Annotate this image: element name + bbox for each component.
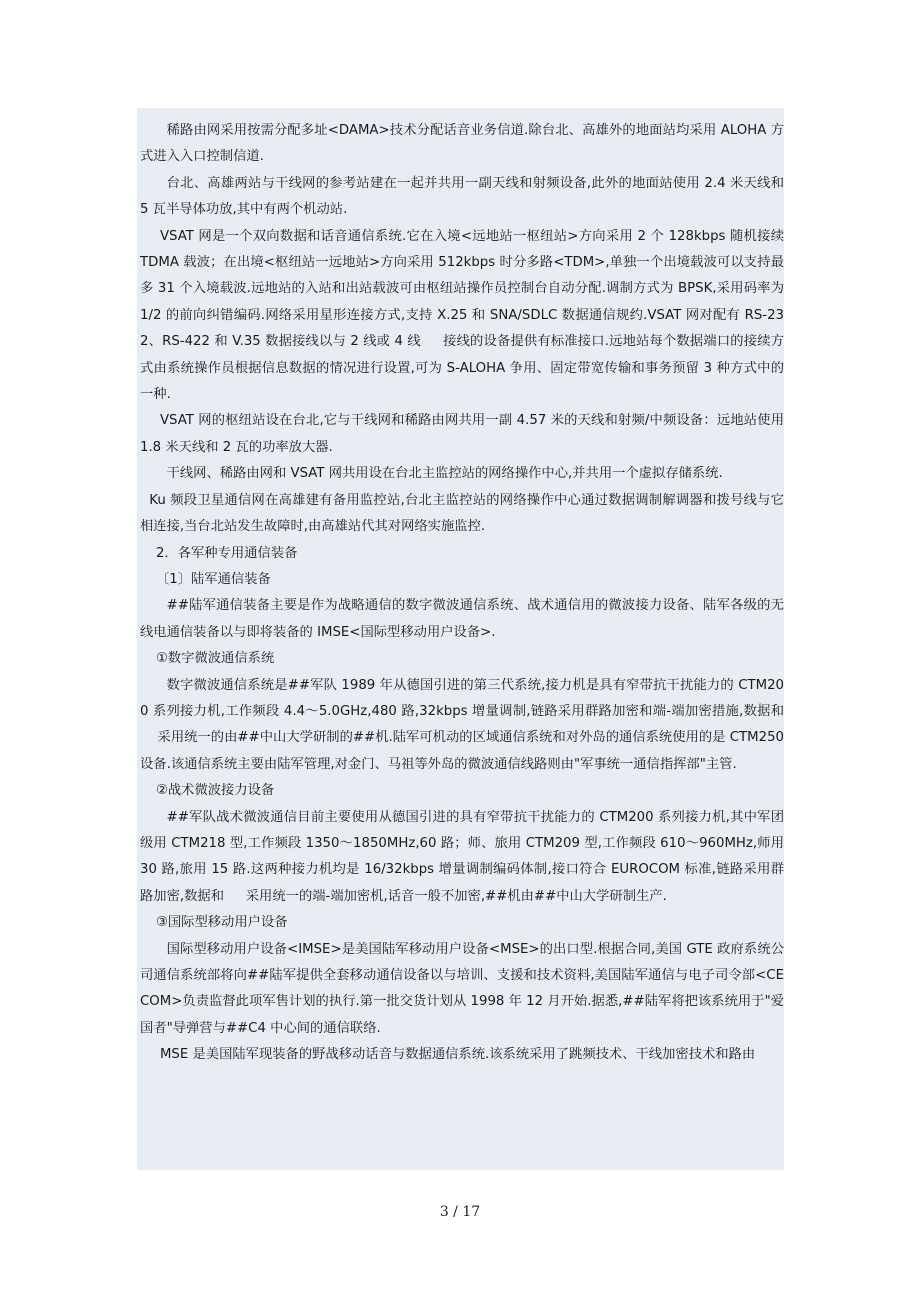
section-heading: 〔1〕陆军通信装备 (155, 571, 271, 587)
paragraph: 数字微波通信系统是##军队 1989 年从德国引进的第三代系统,接力机是具有窄带抗干扰能力的 CTM200 系列接力机,工作频段 4.4～5.0GHz,480 路,32kbps 增量调制,链路采用群路加密和端-端加密措施,数据和 采用统一的由##中山大学研制的##机.陆军可机动的区域通信系统和对外岛的通信系统使用的是 CTM250 设备.该通信系统主要由陆军管理,对金门、马祖等外岛的微波通信线路则由"军事统一通信指挥部"主管. (140, 677, 784, 772)
paragraph: MSE 是美国陆军现装备的野战移动话音与数据通信系统.该系统采用了跳频技术、干线加密技术和路由 (159, 1047, 756, 1063)
paragraph: VSAT 网是一个双向数据和话音通信系统.它在入境<远地站一枢纽站>方向采用 2 个 128kbps 随机接续 TDMA 载波；在出境<枢纽站一远地站>方向采用 512kbps 时分多路<TDM>,单独一个出境载波可以支持最多 31 个入境载波.远地站的入站和出站载波可由枢纽站操作员控制台自动分配.调制方式为 BPSK,采用码率为 1/2 的前向纠错编码.网络采用星形连接方式,支持 X.25 和 SNA/SDLC 数据通信规约.VSAT 网对配有 RS-232、RS-422 和 V.35 数据接线以与 2 线或 4 线 接线的设备提供有标准接口.远地站每个数据端口的接续方式由系统操作员根据信息数据的情况进行设置,可为 S-ALOHA 争用、固定带宽传输和事务预留 3 种方式中的一种. (140, 228, 784, 403)
paragraph: 干线网、稀路由网和 VSAT 网共用设在台北主监控站的网络操作中心,并共用一个虚拟存储系统. (166, 466, 723, 482)
paragraph: VSAT 网的枢纽站设在台北,它与干线网和稀路由网共用一副 4.57 米的天线和射频/中频设备：远地站使用 1.8 米天线和 2 瓦的功率放大器. (140, 413, 784, 455)
paragraph: 稀路由网采用按需分配多址<DAMA>技术分配话音业务信道.除台北、高雄外的地面站均采用 ALOHA 方式进入入口控制信道. (140, 123, 784, 165)
paragraph: Ku 频段卫星通信网在高雄建有备用监控站,台北主监控站的网络操作中心通过数据调制解调器和拨号线与它相连接,当台北站发生故障时,由高雄站代其对网络实施监控. (140, 492, 784, 535)
paragraph: 国际型移动用户设备<IMSE>是美国陆军移动用户设备<MSE>的出口型.根据合同,美国 GTE 政府系统公司通信系统部将向##陆军提供全套移动通信设备以与培训、支援和技术资料,美国陆军通信与电子司令部<CECOM>负责监督此项军售计划的执行.第一批交货计划从 1998 年 12 月开始.据悉,##陆军将把该系统用于"爱国者"导弹营与##C4 中心间的通信联络. (140, 941, 784, 1036)
paragraph: ##军队战术微波通信目前主要使用从德国引进的具有窄带抗干扰能力的 CTM200 系列接力机,其中军团级用 CTM218 型,工作频段 1350～1850MHz,60 路；师、旅用 CTM209 型,工作频段 610～960MHz,师用 30 路,旅用 15 路.这两种接力机均是 16/32kbps 增量调制编码体制,接口符合 EUROCOM 标准,链路采用群路加密,数据和 采用统一的端-端加密机,话音一般不加密,##机由##中山大学研制生产. (140, 809, 784, 904)
paragraph: 台北、高雄两站与干线网的参考站建在一起并共用一副天线和射频设备,此外的地面站使用 2.4 米天线和 5 瓦半导体功放,其中有两个机动站. (140, 175, 784, 218)
section-heading: ①数字微波通信系统 (155, 651, 275, 667)
section-heading: ②战术微波接力设备 (155, 783, 275, 799)
section-heading: 2．各军种专用通信装备 (155, 545, 298, 561)
text-body (137, 108, 784, 1170)
section-heading: ③国际型移动用户设备 (155, 915, 288, 931)
page-number: 3 / 17 (439, 1204, 481, 1220)
paragraph: ##陆军通信装备主要是作为战略通信的数字微波通信系统、战术通信用的微波接力设备、陆军各级的无线电通信装备以与即将装备的 IMSE<国际型移动用户设备>. (140, 598, 784, 640)
